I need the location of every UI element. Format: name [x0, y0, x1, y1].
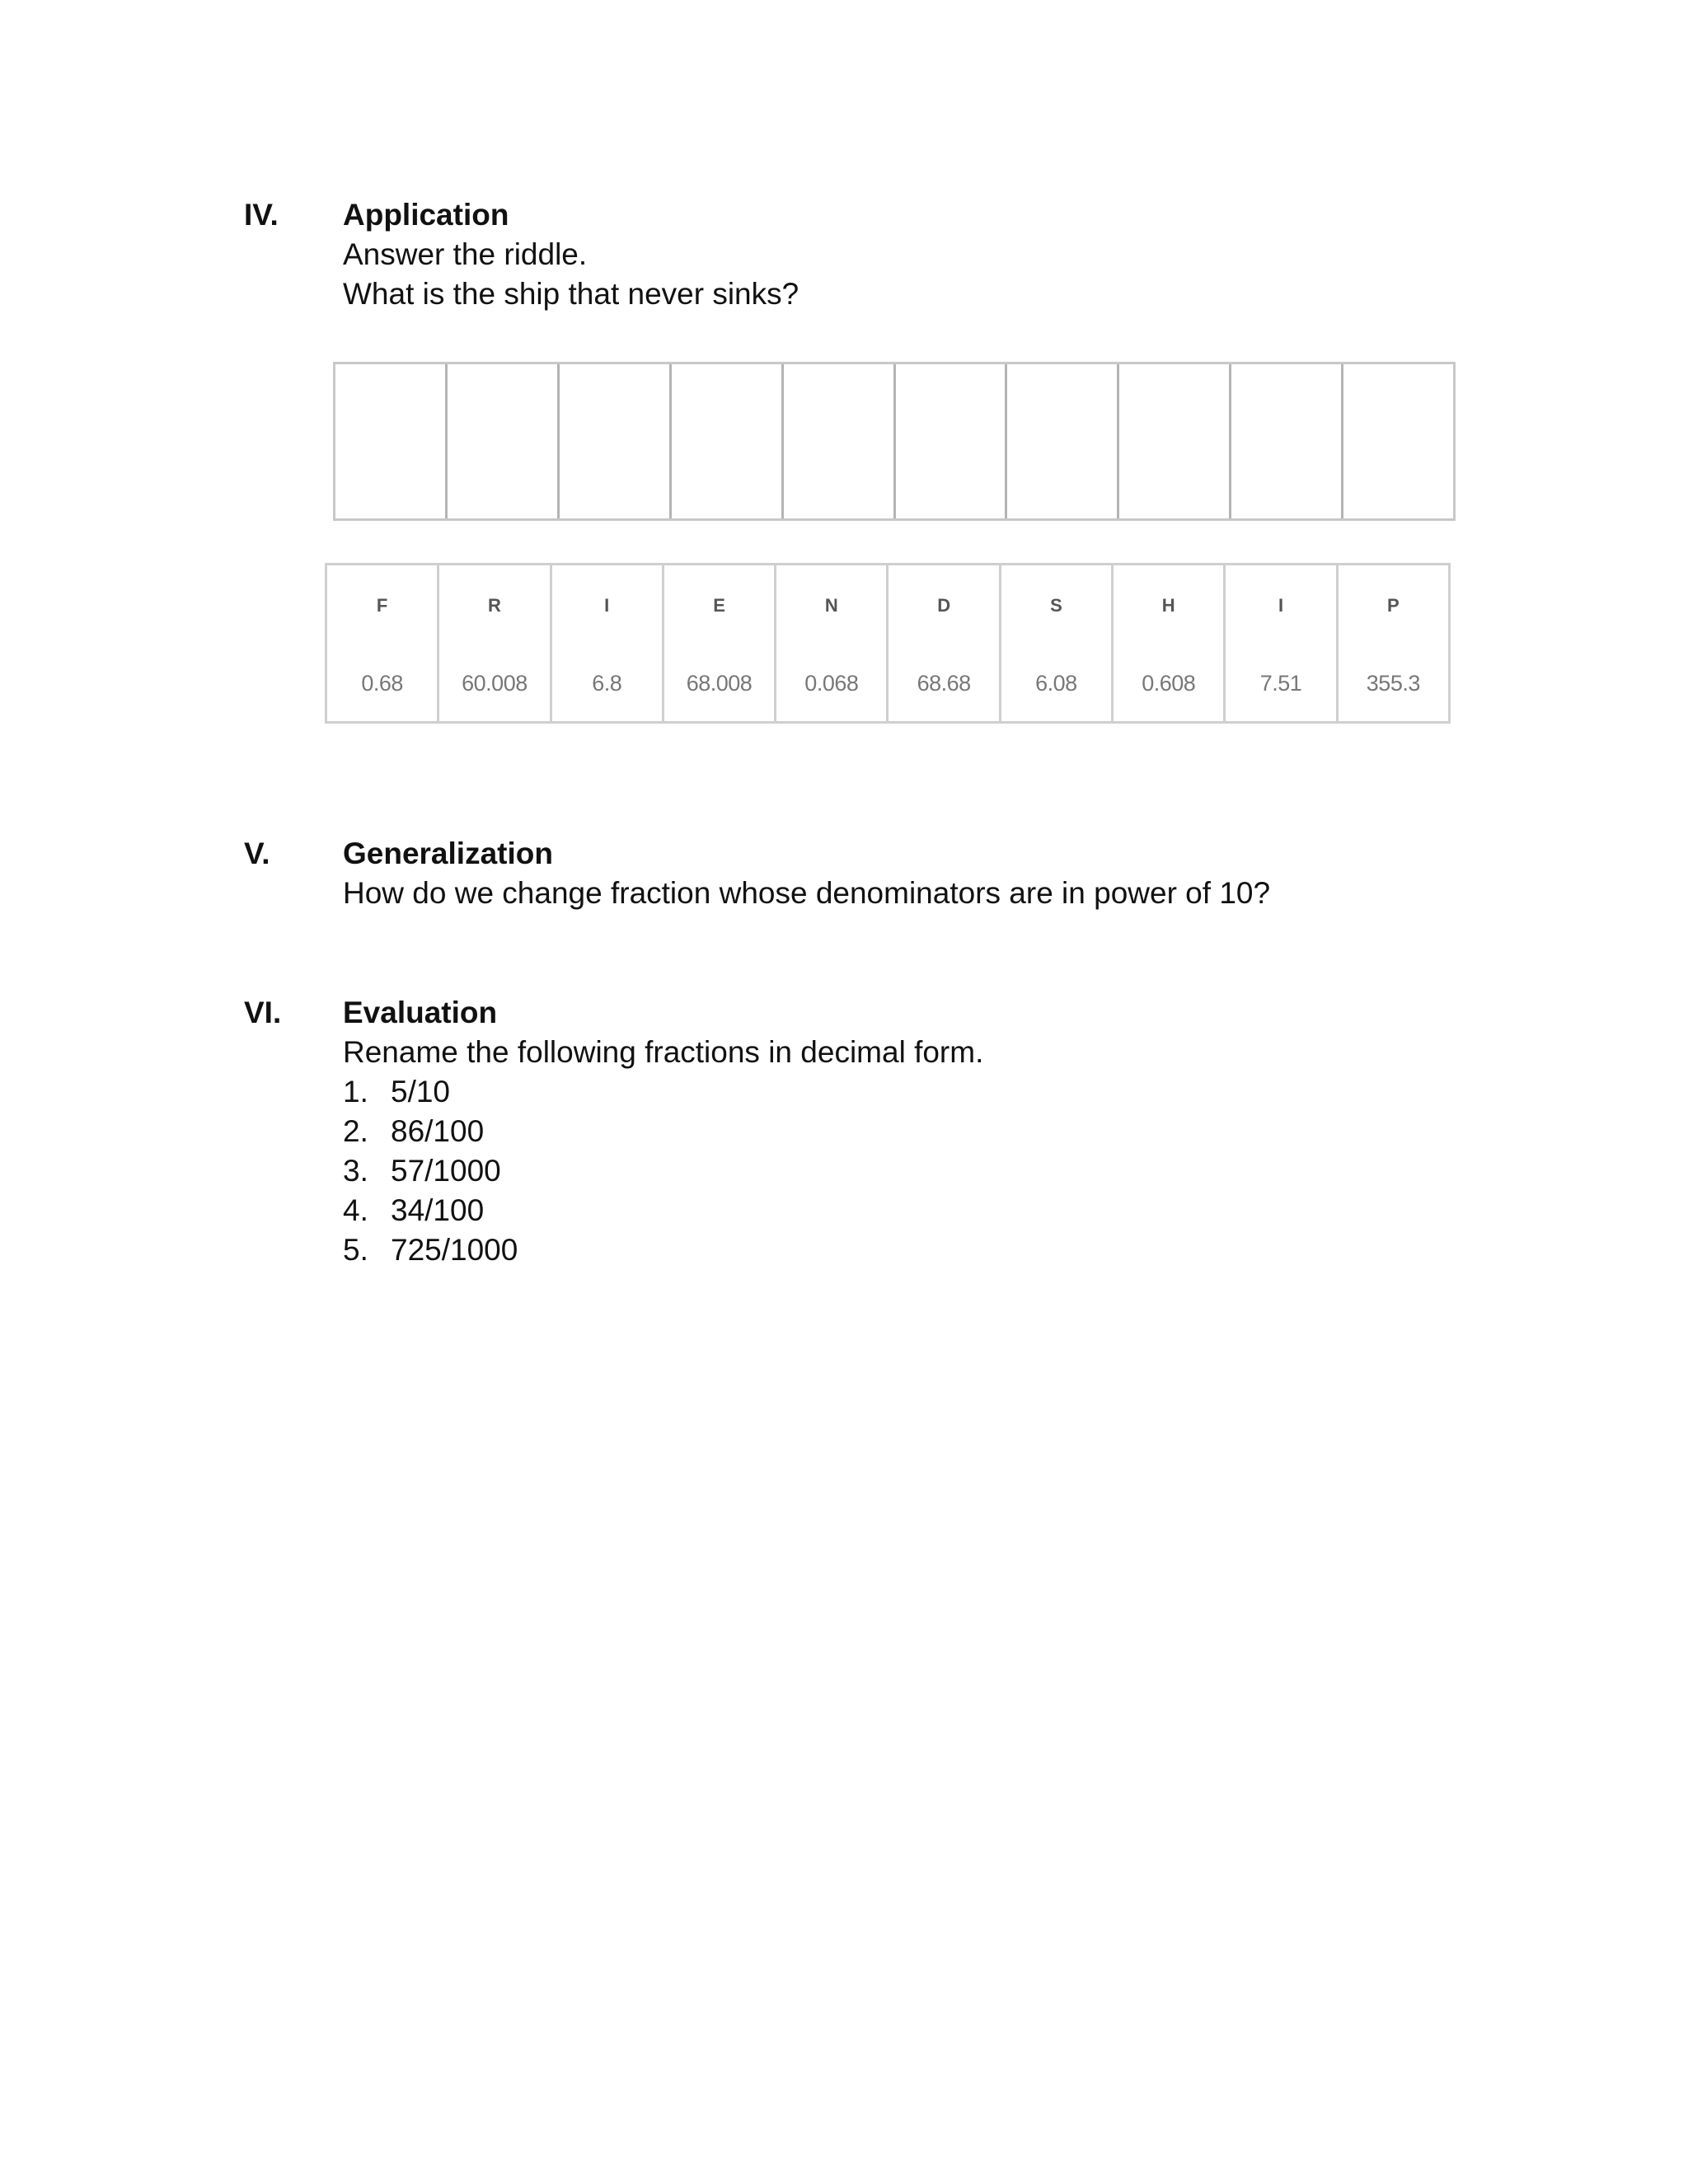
evaluation-instruction: Rename the following fractions in decimal form.: [343, 1035, 984, 1069]
section-body: [343, 993, 1579, 1270]
key-cell: [1114, 565, 1226, 721]
list-text: 725/1000: [391, 1233, 518, 1267]
key-value: 6.08: [1035, 671, 1077, 696]
list-item: [343, 1112, 1579, 1151]
key-cell: [889, 565, 1001, 721]
list-number: 3.: [343, 1154, 368, 1188]
answer-box[interactable]: [560, 364, 672, 518]
key-letter: H: [1161, 595, 1175, 616]
key-cell: [664, 565, 776, 721]
section-numeral: V.: [244, 837, 270, 870]
key-value: 68.68: [917, 671, 971, 696]
section-numeral: IV.: [244, 198, 279, 232]
answer-box[interactable]: [672, 364, 784, 518]
key-value: 355.3: [1366, 671, 1420, 696]
key-value: 0.068: [804, 671, 859, 696]
key-value: 68.008: [686, 671, 753, 696]
answer-box[interactable]: [896, 364, 1008, 518]
list-number: 1.: [343, 1075, 368, 1108]
answer-box[interactable]: [1007, 364, 1119, 518]
key-letter: N: [824, 595, 838, 616]
section-body: [343, 195, 1579, 314]
list-item: [343, 1151, 1579, 1191]
list-number: 5.: [343, 1233, 368, 1267]
list-text: 57/1000: [391, 1154, 501, 1188]
key-letter: E: [713, 595, 725, 616]
key-cell: [439, 565, 551, 721]
answer-box[interactable]: [448, 364, 560, 518]
key-cell: [1226, 565, 1338, 721]
key-value: 0.608: [1142, 671, 1196, 696]
section-heading: Application: [343, 198, 509, 232]
key-letter: I: [1278, 595, 1284, 616]
key-value: 6.8: [592, 671, 622, 696]
section-body: [343, 834, 1579, 913]
section-numeral: VI.: [244, 996, 282, 1029]
list-text: 86/100: [391, 1114, 485, 1148]
riddle-question: What is the ship that never sinks?: [343, 277, 799, 311]
key-letter: D: [937, 595, 951, 616]
key-letter: F: [376, 595, 388, 616]
answer-box[interactable]: [1231, 364, 1343, 518]
key-letter: I: [604, 595, 610, 616]
key-cell: [776, 565, 889, 721]
answer-box[interactable]: [335, 364, 448, 518]
list-text: 5/10: [391, 1075, 451, 1108]
instruction-text: Answer the riddle.: [343, 237, 588, 271]
answer-box[interactable]: [1343, 364, 1453, 518]
list-item: [343, 1072, 1579, 1112]
key-value: 7.51: [1259, 671, 1302, 696]
section-heading: Evaluation: [343, 996, 498, 1029]
list-item: [343, 1191, 1579, 1230]
key-letter: S: [1050, 595, 1062, 616]
key-cell: [1001, 565, 1114, 721]
key-cell: [552, 565, 664, 721]
key-value: 60.008: [462, 671, 528, 696]
answer-box[interactable]: [784, 364, 896, 518]
section-heading: Generalization: [343, 837, 553, 870]
answer-box[interactable]: [1119, 364, 1231, 518]
list-text: 34/100: [391, 1193, 485, 1227]
key-cell: [1339, 565, 1448, 721]
key-letter: R: [488, 595, 501, 616]
letter-key-table: [325, 563, 1451, 724]
key-letter: P: [1386, 595, 1400, 616]
answer-boxes: [333, 362, 1456, 521]
list-number: 4.: [343, 1193, 368, 1227]
key-cell: [327, 565, 439, 721]
generalization-question: How do we change fraction whose denominators are in power of 10?: [343, 876, 1271, 910]
list-item: [343, 1230, 1579, 1270]
key-value: 0.68: [361, 671, 403, 696]
list-number: 2.: [343, 1114, 368, 1148]
